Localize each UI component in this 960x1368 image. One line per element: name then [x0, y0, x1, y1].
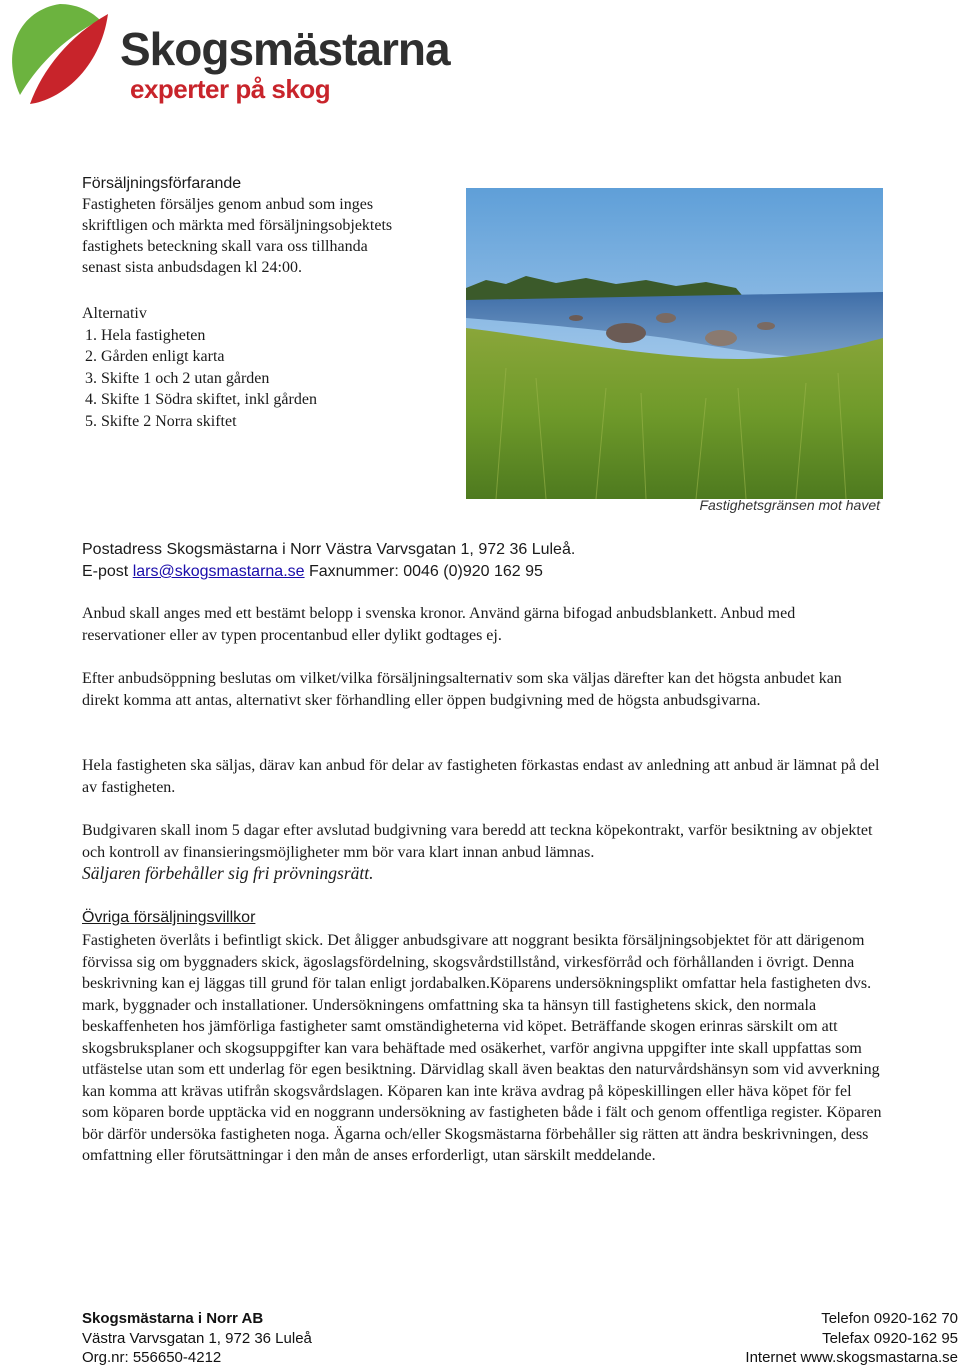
terms-heading: Övriga försäljningsvillkor	[82, 909, 256, 926]
alternatives-heading: Alternativ	[82, 305, 147, 322]
email-link[interactable]: lars@skogsmastarna.se	[132, 563, 305, 580]
email-label: E-post	[82, 563, 133, 580]
property-photo	[466, 188, 883, 499]
seller-reservation: Säljaren förbehåller sig fri prövningsrätt.	[82, 863, 374, 883]
footer-phone: Telefon 0920-162 70	[821, 1310, 958, 1327]
footer-web: Internet www.skogsmastarna.se	[745, 1349, 958, 1366]
alternatives-list	[82, 325, 462, 433]
sale-procedure-section	[82, 173, 462, 278]
alternatives-section	[82, 303, 462, 432]
sale-line: skriftligen och märkta med försäljningsobjektets	[82, 217, 393, 234]
sale-procedure-text	[82, 194, 462, 278]
contact-block	[82, 539, 882, 583]
shoreline-photo-image	[466, 188, 883, 499]
leaf-logo-icon	[0, 0, 120, 110]
footer-row	[82, 1309, 958, 1329]
email-fax-line	[82, 561, 882, 583]
alternative-item: 1. Hela fastigheten	[85, 326, 206, 344]
bid-opening-paragraph: Efter anbudsöppning beslutas om vilket/vilka försäljningsalternativ som ska väljas därefter kan det högsta anbudet kan direkt komma att antas, alternativt sker förhandling eller öppen budgivning med de högsta anbudsgivarna.	[82, 670, 842, 709]
footer-row	[82, 1348, 958, 1368]
contract-text: Budgivaren skall inom 5 dagar efter avslutad budgivning vara beredd att teckna köpekontrakt, varför besiktning av objektet och kontroll av finansieringsmöjligheter mm bör vara klart innan anbud lämnas.	[82, 822, 873, 861]
fax-number: Faxnummer: 0046 (0)920 162 95	[304, 563, 543, 580]
alternative-item: 2. Gården enligt karta	[85, 348, 225, 365]
footer-row	[82, 1329, 958, 1349]
footer-fax: Telefax 0920-162 95	[822, 1329, 958, 1347]
footer-company: Skogsmästarna i Norr AB	[82, 1310, 264, 1327]
logo-brand-text: Skogsmästarna	[120, 23, 450, 75]
logo-tagline: experter på skog	[130, 74, 331, 104]
company-logo	[0, 0, 450, 110]
page-footer	[82, 1309, 958, 1368]
sale-procedure-heading: Försäljningsförfarande	[82, 175, 242, 192]
sale-line: senast sista anbudsdagen kl 24:00.	[82, 259, 302, 276]
contract-paragraph	[82, 820, 882, 885]
postal-address: Postadress Skogsmästarna i Norr Västra Varvsgatan 1, 972 36 Luleå.	[82, 541, 576, 558]
whole-property-paragraph: Hela fastigheten ska säljas, därav kan anbud för delar av fastigheten förkastas endast av anledning att anbud är lämnat på del av fastigheten.	[82, 757, 880, 796]
sale-line: Fastigheten försäljes genom anbud som inges	[82, 196, 374, 213]
alternative-item: 5. Skifte 2 Norra skiftet	[85, 412, 237, 430]
footer-orgnr: Org.nr: 556650-4212	[82, 1349, 222, 1366]
alternative-item: 3. Skifte 1 och 2 utan gården	[85, 369, 270, 387]
alternative-item: 4. Skifte 1 Södra skiftet, inkl gården	[85, 391, 317, 408]
photo-caption: Fastighetsgränsen mot havet	[699, 497, 880, 513]
bid-amount-paragraph: Anbud skall anges med ett bestämt belopp i svenska kronor. Använd gärna bifogad anbudsblankett. Anbud med reservationer eller av typen procentanbud eller dylikt godtages ej.	[82, 605, 796, 644]
sale-line: fastighets beteckning skall vara oss tillhanda	[82, 238, 368, 255]
footer-address: Västra Varvsgatan 1, 972 36 Luleå	[82, 1329, 312, 1347]
terms-text: Fastigheten överlåts i befintligt skick. Det åligger anbudsgivare att noggrant besikta försäljningsobjektet för att därigenom förvissa sig om byggnaders skick, ägoslagsfördelning, skogsvårdstillstånd, virkesförråd och förhållanden i övrigt. Denna beskrivning kan ej läggas till grund för talan enligt jordabalken.Köparens undersökningsplikt omfattar hela fastigheten dvs. mark, byggnader och installationer. Undersökningens omfattning ska ta hänsyn till fastighetens skick, den normala beskaffenheten hos jämförliga fastigheter samt omständigheterna vid köpet. Beträffande skogen erinras särskilt om att skogsbruksplaner och skogsuppgifter kan vara behäftade med osäkerhet, varför angivna uppgifter inte skall uppfattas som utfästelse utan som ett underlag för egen besiktning. Därvidlag skall även beaktas den naturvårdshänsyn som vid avverkning kan komma att krävas utifrån skogsvårdslagen. Köparen kan inte kräva avdrag på köpeskillingen eller häva köpet för fel som köparen borde upptäcka vid en noggrann undersökning av fastigheten både i fält och genom offentliga register. Köparen bör därför undersöka fastigheten noga. Ägarna och/eller Skogsmästarna förbehåller sig rätten att ändra beskrivningen, dess omfattning eller förutsättningar i den mån de anses erforderligt, utan särskilt meddelande.	[82, 932, 882, 1164]
